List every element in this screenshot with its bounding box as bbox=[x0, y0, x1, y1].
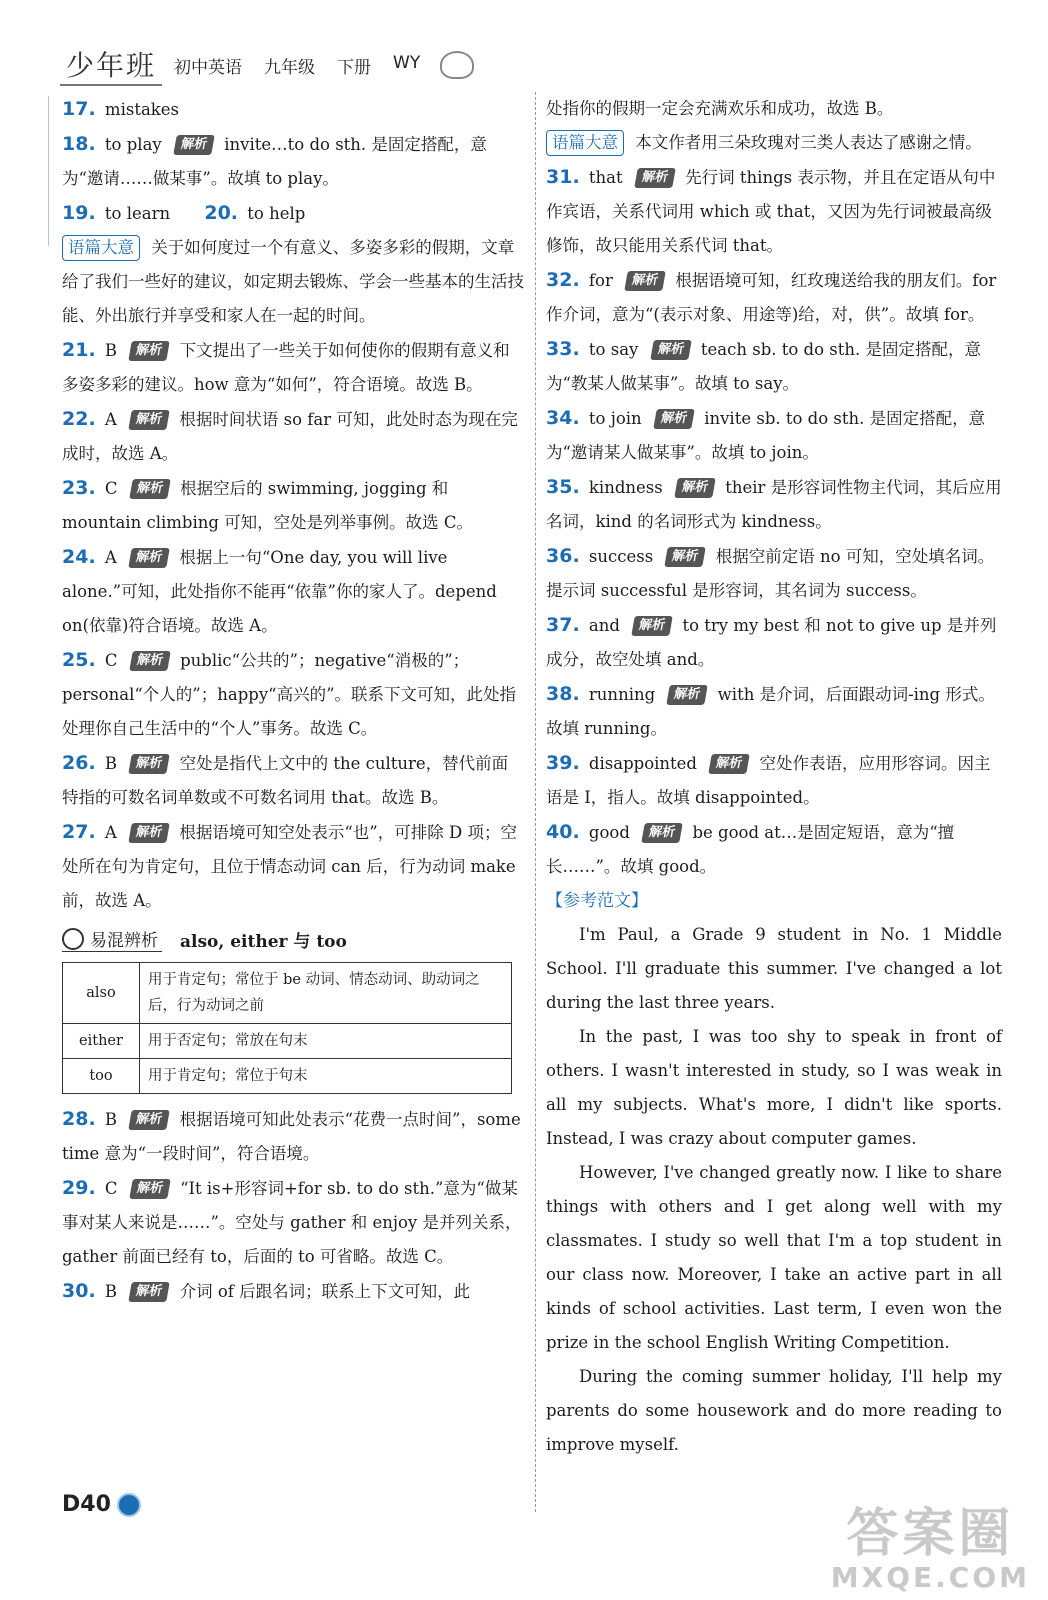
table-cell-word: also bbox=[63, 963, 140, 1024]
analysis-tag: 解析 bbox=[129, 479, 171, 499]
essay-paragraph: However, I've changed greatly now. I like to share things with others and I get along well with my classmates. I study so well that I'm a top student in our class now. Moreover, I take an active part in all kinds of school activities. Last term, I even won the prize in the school English Writing Competition. bbox=[546, 1163, 1002, 1352]
analysis-text: 空处作表语，应用形容词。因主语是 I，指人。故填 disappointed。 bbox=[546, 754, 991, 807]
answer-text: B bbox=[104, 1282, 118, 1301]
analysis-text: their 是形容词性物主代词，其后应用名词，kind 的名词形式为 kindness。 bbox=[546, 478, 1002, 531]
answer-29 bbox=[62, 1171, 524, 1274]
analysis-text: 根据空后的 swimming, jogging 和 mountain climbing 可知，空处是列举事例。故选 C。 bbox=[62, 479, 474, 532]
question-number: 30. bbox=[62, 1280, 96, 1302]
answer-text: A bbox=[104, 823, 117, 842]
answer-text: C bbox=[104, 479, 118, 498]
analysis-text: “It is+形容词+for sb. to do sth.”意为“做某事对某人来说是……”。空处与 gather 和 enjoy 是并列关系，gather 前面已经有 to，后面的 to 可省略。故选 C。 bbox=[62, 1179, 522, 1266]
analysis-tag: 解析 bbox=[128, 548, 170, 568]
crumb-volume: 下册 bbox=[337, 57, 372, 78]
decorative-swirl-icon bbox=[440, 51, 474, 79]
analysis-text: invite sb. to do sth. 是固定搭配，意为“邀请某人做某事”。故填 to join。 bbox=[546, 409, 986, 462]
answer-32 bbox=[546, 263, 1002, 332]
answer-text: running bbox=[588, 685, 656, 704]
answer-34 bbox=[546, 401, 1002, 470]
analysis-text: be good at…是固定短语，意为“擅长……”。故填 good。 bbox=[546, 823, 955, 876]
analysis-tag: 解析 bbox=[631, 616, 673, 636]
summary-block bbox=[546, 126, 1002, 160]
essay-paragraph: I'm Paul, a Grade 9 student in No. 1 Middle School. I'll graduate this summer. I've changed a lot during the last three years. bbox=[546, 925, 1002, 1012]
analysis-text: 空处是指代上文中的 the culture，替代前面特指的可数名词单数或不可数名词用 that。故选 B。 bbox=[62, 754, 509, 807]
question-number: 17. bbox=[62, 98, 96, 120]
analysis-tag: 解析 bbox=[129, 1282, 171, 1302]
answer-40 bbox=[546, 815, 1002, 884]
answer-text: kindness bbox=[588, 478, 663, 497]
analysis-text: 根据语境可知，红玫瑰送给我的朋友们。for 作介词，意为“(表示对象、用途等)给，对，供”。故填 for。 bbox=[546, 271, 997, 324]
answer-text: A bbox=[104, 410, 117, 429]
answer-text: to play bbox=[104, 135, 162, 154]
question-number: 36. bbox=[546, 545, 580, 567]
answer-27 bbox=[62, 815, 524, 918]
question-number: 22. bbox=[62, 408, 96, 430]
analysis-tag: 解析 bbox=[173, 135, 215, 155]
analysis-tag: 解析 bbox=[634, 168, 676, 188]
table-row bbox=[63, 963, 512, 1024]
analysis-text: 根据语境可知此处表示“花费一点时间”，some time 意为“一段时间”，符合语境。 bbox=[62, 1110, 521, 1163]
analysis-tag: 解析 bbox=[624, 271, 666, 291]
brand-logo: 少年班 bbox=[60, 44, 162, 86]
answer-text: B bbox=[104, 1110, 118, 1129]
answer-text: mistakes bbox=[104, 100, 180, 119]
analysis-tag: 解析 bbox=[653, 409, 695, 429]
answer-text: that bbox=[588, 168, 623, 187]
answer-19-20 bbox=[62, 196, 524, 231]
confusion-label: 易混辨析 bbox=[90, 931, 158, 951]
answer-31 bbox=[546, 160, 1002, 263]
analysis-tag: 解析 bbox=[129, 1110, 171, 1130]
analysis-tag: 解析 bbox=[665, 547, 707, 567]
answer-37 bbox=[546, 608, 1002, 677]
answer-text: C bbox=[104, 1179, 118, 1198]
analysis-text: 根据上一句“One day, you will live alone.”可知，此处指你不能再“依靠”你的家人了。depend on(依靠)符合语境。故选 A。 bbox=[62, 548, 497, 635]
question-number: 29. bbox=[62, 1177, 96, 1199]
answer-38 bbox=[546, 677, 1002, 746]
answer-text: to learn bbox=[104, 204, 171, 223]
question-number: 27. bbox=[62, 821, 96, 843]
analysis-tag: 解析 bbox=[128, 410, 170, 430]
confusion-title: also, either 与 too bbox=[180, 931, 347, 952]
answer-text: good bbox=[588, 823, 630, 842]
question-number: 39. bbox=[546, 752, 580, 774]
answer-text: A bbox=[104, 548, 117, 567]
question-number: 31. bbox=[546, 166, 580, 188]
analysis-tag: 解析 bbox=[708, 754, 750, 774]
analysis-text: 根据空前定语 no 可知，空处填名词。提示词 successful 是形容词，其名词为 success。 bbox=[546, 547, 995, 600]
table-row bbox=[63, 1059, 512, 1094]
analysis-text: 根据时间状语 so far 可知，此处时态为现在完成时，故选 A。 bbox=[62, 410, 518, 463]
analysis-tag: 解析 bbox=[129, 754, 171, 774]
question-number: 38. bbox=[546, 683, 580, 705]
answer-24 bbox=[62, 540, 524, 643]
watermark bbox=[831, 1505, 1030, 1593]
analysis-text: 介词 of 后跟名词；联系上下文可知，此 bbox=[179, 1282, 471, 1301]
column-divider bbox=[535, 92, 536, 1512]
analysis-tag: 解析 bbox=[129, 341, 171, 361]
analysis-text: 下文提出了一些关于如何使你的假期有意义和多姿多彩的建议。how 意为“如何”，符合语境。故选 B。 bbox=[62, 341, 510, 394]
answer-39 bbox=[546, 746, 1002, 815]
answer-text: to help bbox=[247, 204, 306, 223]
analysis-text: with 是介词，后面跟动词-ing 形式。故填 running。 bbox=[546, 685, 995, 738]
summary-block bbox=[62, 231, 524, 333]
left-column bbox=[62, 92, 524, 1309]
answer-30 bbox=[62, 1274, 524, 1309]
question-number: 28. bbox=[62, 1108, 96, 1130]
question-number: 21. bbox=[62, 339, 96, 361]
answer-text: B bbox=[104, 754, 118, 773]
answer-text: for bbox=[588, 271, 613, 290]
analysis-tag: 解析 bbox=[129, 1179, 171, 1199]
confusion-heading bbox=[62, 922, 524, 956]
analysis-text: to try my best 和 not to give up 是并列成分，故空处填 and。 bbox=[546, 616, 997, 669]
right-column bbox=[546, 92, 1002, 1462]
answer-text: disappointed bbox=[588, 754, 697, 773]
answer-21 bbox=[62, 333, 524, 402]
table-cell-usage: 用于否定句；常放在句末 bbox=[140, 1024, 512, 1059]
analysis-text: teach sb. to do sth. 是固定搭配，意为“教某人做某事”。故填 to say。 bbox=[546, 340, 982, 393]
analysis-tag: 解析 bbox=[129, 651, 171, 671]
answer-text: B bbox=[104, 341, 118, 360]
reference-essay bbox=[546, 918, 1002, 1462]
answer-28 bbox=[62, 1102, 524, 1171]
watermark-bottom: MXQE.COM bbox=[830, 1561, 1030, 1594]
question-number: 25. bbox=[62, 649, 96, 671]
breadcrumb bbox=[174, 53, 420, 78]
answer-26 bbox=[62, 746, 524, 815]
answer-text: to join bbox=[588, 409, 642, 428]
analysis-tag: 解析 bbox=[667, 685, 709, 705]
question-number: 40. bbox=[546, 821, 580, 843]
answer-33 bbox=[546, 332, 1002, 401]
essay-paragraph: In the past, I was too shy to speak in front of others. I wasn't interested in study, so I was weak in all my subjects. What's more, I didn't like sports. Instead, I was crazy about computer games. bbox=[546, 1027, 1002, 1148]
question-number: 20. bbox=[204, 202, 239, 224]
question-number: 18. bbox=[62, 133, 96, 155]
analysis-tag: 解析 bbox=[674, 478, 716, 498]
crumb-subject: 初中英语 bbox=[174, 57, 243, 78]
answer-30-continued: 处指你的假期一定会充满欢乐和成功，故选 B。 bbox=[546, 99, 894, 118]
question-number: 23. bbox=[62, 477, 96, 499]
question-number: 33. bbox=[546, 338, 580, 360]
table-cell-word: too bbox=[63, 1059, 140, 1094]
page-dot-icon bbox=[117, 1493, 141, 1517]
summary-text: 本文作者用三朵玫瑰对三类人表达了感谢之情。 bbox=[635, 133, 982, 152]
analysis-tag: 解析 bbox=[128, 823, 170, 843]
margin-line bbox=[48, 96, 49, 246]
analysis-tag: 解析 bbox=[650, 340, 692, 360]
answer-text: and bbox=[588, 616, 620, 635]
question-number: 19. bbox=[62, 202, 96, 224]
question-number: 34. bbox=[546, 407, 580, 429]
table-row bbox=[63, 1024, 512, 1059]
watermark-top: 答案圈 bbox=[846, 1504, 1015, 1564]
analysis-text: 根据语境可知空处表示“也”，可排除 D 项；空处所在句为肯定句，且位于情态动词 can 后，行为动词 make 前，故选 A。 bbox=[62, 823, 517, 910]
analysis-tag: 解析 bbox=[641, 823, 683, 843]
analysis-text: public“公共的”；negative“消极的”；personal“个人的”；happy“高兴的”。联系下文可知，此处指处理你自己生活中的“个人”事务。故选 C。 bbox=[62, 651, 517, 738]
analysis-text: invite…to do sth. 是固定搭配，意为“邀请……做某事”。故填 to play。 bbox=[62, 135, 487, 188]
question-number: 32. bbox=[546, 269, 580, 291]
page-footer bbox=[62, 1492, 141, 1517]
answer-text: success bbox=[588, 547, 654, 566]
summary-text: 关于如何度过一个有意义、多姿多彩的假期，文章给了我们一些好的建议，如定期去锻炼、学会一些基本的生活技能、外出旅行并享受和家人在一起的时间。 bbox=[62, 238, 524, 325]
answer-17 bbox=[62, 92, 524, 127]
question-number: 26. bbox=[62, 752, 96, 774]
crumb-edition: WY bbox=[393, 52, 421, 73]
table-cell-usage: 用于肯定句；常位于 be 动词、情态动词、助动词之后，行为动词之前 bbox=[140, 963, 512, 1024]
confusion-label-box bbox=[62, 926, 162, 952]
summary-label: 语篇大意 bbox=[546, 130, 624, 156]
answer-23 bbox=[62, 471, 524, 540]
answer-text: to say bbox=[588, 340, 639, 359]
answer-18 bbox=[62, 127, 524, 196]
comparison-table bbox=[62, 962, 512, 1094]
table-cell-word: either bbox=[63, 1024, 140, 1059]
answer-35 bbox=[546, 470, 1002, 539]
answer-36 bbox=[546, 539, 1002, 608]
table-cell-usage: 用于肯定句；常位于句末 bbox=[140, 1059, 512, 1094]
question-number: 24. bbox=[62, 546, 96, 568]
answer-text: C bbox=[104, 651, 118, 670]
summary-label: 语篇大意 bbox=[62, 235, 140, 261]
glasses-icon bbox=[62, 928, 84, 950]
essay-paragraph: During the coming summer holiday, I'll help my parents do some housework and do more reading to improve myself. bbox=[546, 1367, 1002, 1454]
crumb-grade: 九年级 bbox=[264, 57, 316, 78]
page-number: D40 bbox=[62, 1492, 111, 1517]
analysis-text: 先行词 things 表示物，并且在定语从句中作宾语，关系代词用 which 或 that，又因为先行词被最高级修饰，故只能用关系代词 that。 bbox=[546, 168, 996, 255]
answer-22 bbox=[62, 402, 524, 471]
question-number: 35. bbox=[546, 476, 580, 498]
page-header bbox=[60, 40, 560, 90]
reference-essay-title: 【参考范文】 bbox=[546, 891, 648, 911]
answer-25 bbox=[62, 643, 524, 746]
question-number: 37. bbox=[546, 614, 580, 636]
